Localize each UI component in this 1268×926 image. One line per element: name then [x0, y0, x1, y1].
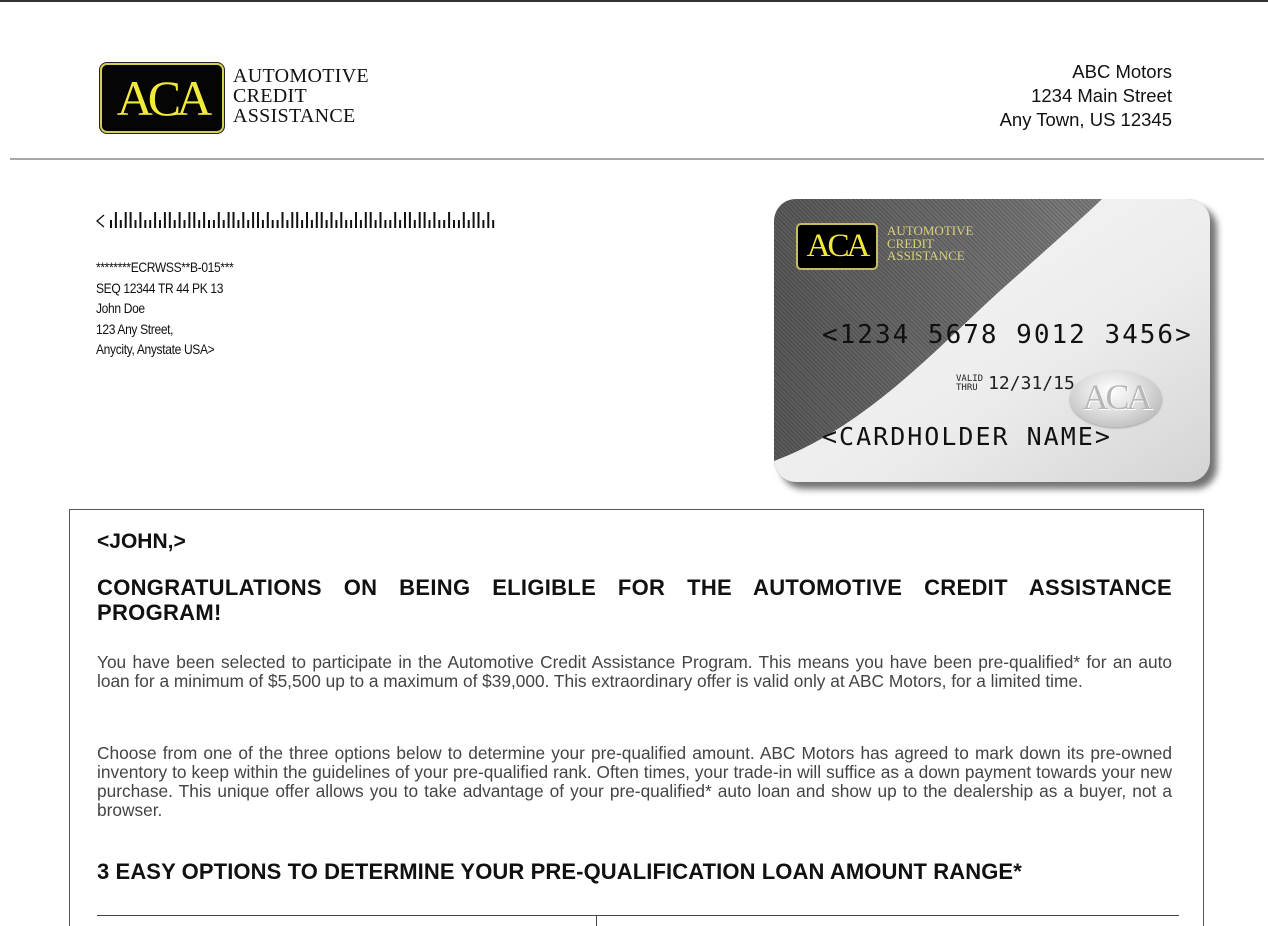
mail-city: Anycity, Anystate USA>: [96, 341, 215, 357]
letter-body: [69, 509, 1204, 926]
card-logo-line-3: ASSISTANCE: [887, 248, 965, 263]
paragraph-2: Choose from one of the three options below to determine your pre-qualified amount. ABC Motors has agreed to mark down its pre-owned inventory to keep within the guidelines of your pre-qualified rank. Often times, your trade-in will suffice as a down payment towards your new purchase. This unique offer allows you to take advantage of your pre-qualified* auto loan and show up to the dealership as a buyer, not a browser.: [97, 743, 1172, 820]
paragraph-1: You have been selected to participate in the Automotive Credit Assistance Program. This means you have been pre-qualified* for an auto loan for a minimum of $5,500 up to a maximum of $39,000. This extraordinary offer is valid only at ABC Motors, for a limited time.: [97, 652, 1172, 691]
logo-wordmark: [233, 66, 369, 126]
valid-thru-date: 12/31/15: [988, 373, 1075, 394]
mail-street: 123 Any Street,: [96, 320, 174, 337]
dealer-street: 1234 Main Street: [1031, 85, 1172, 106]
cardholder-name: <CARDHOLDER NAME>: [822, 422, 1112, 451]
postal-barcode: [96, 208, 496, 230]
card-emblem: [1070, 371, 1162, 427]
card-logo-line-1: AUTOMOTIVE: [887, 223, 974, 238]
thru-label: THRU: [956, 382, 978, 393]
letter-headline: CONGRATULATIONS ON BEING ELIGIBLE FOR THE AUTOMOTIVE CREDIT ASSISTANCE PROGRAM!: [97, 575, 1172, 625]
logo-mark: [100, 63, 224, 133]
greeting: <JOHN,>: [97, 530, 186, 553]
card-emblem-text: ACA: [1082, 377, 1150, 417]
options-table-column-divider: [596, 915, 597, 926]
logo-line-1: AUTOMOTIVE: [233, 65, 369, 87]
logo-mark-text: ACA: [116, 70, 208, 126]
card-number: <1234 5678 9012 3456>: [822, 320, 1193, 350]
card-logo-line-2: CREDIT: [887, 235, 934, 251]
dealer-city: Any Town, US 12345: [999, 109, 1172, 130]
mail-recipient-name: John Doe: [96, 300, 145, 316]
header-divider: [10, 158, 1264, 160]
valid-label: VALID: [956, 373, 984, 384]
card-valid-thru: [956, 373, 1075, 394]
credit-card-image: [774, 199, 1210, 482]
valid-thru-label: [956, 375, 983, 393]
logo-line-2: CREDIT: [233, 85, 308, 107]
mailing-address: [96, 257, 233, 360]
mail-seq: SEQ 12344 TR 44 PK 13: [96, 279, 224, 296]
card-logo-mark: [796, 223, 878, 270]
options-heading: 3 EASY OPTIONS TO DETERMINE YOUR PRE-QUALIFICATION LOAN AMOUNT RANGE*: [97, 859, 1022, 884]
aca-logo: [100, 63, 400, 135]
top-border: [0, 0, 1268, 2]
mail-code: ********ECRWSS**B-015***: [96, 259, 234, 275]
dealer-address: [1000, 60, 1172, 132]
dealer-name: ABC Motors: [1072, 61, 1172, 82]
logo-line-3: ASSISTANCE: [233, 105, 356, 127]
options-table-top-border: [97, 915, 1179, 916]
card-logo-mark-text: ACA: [806, 228, 868, 264]
card-logo-wordmark: [887, 225, 973, 263]
